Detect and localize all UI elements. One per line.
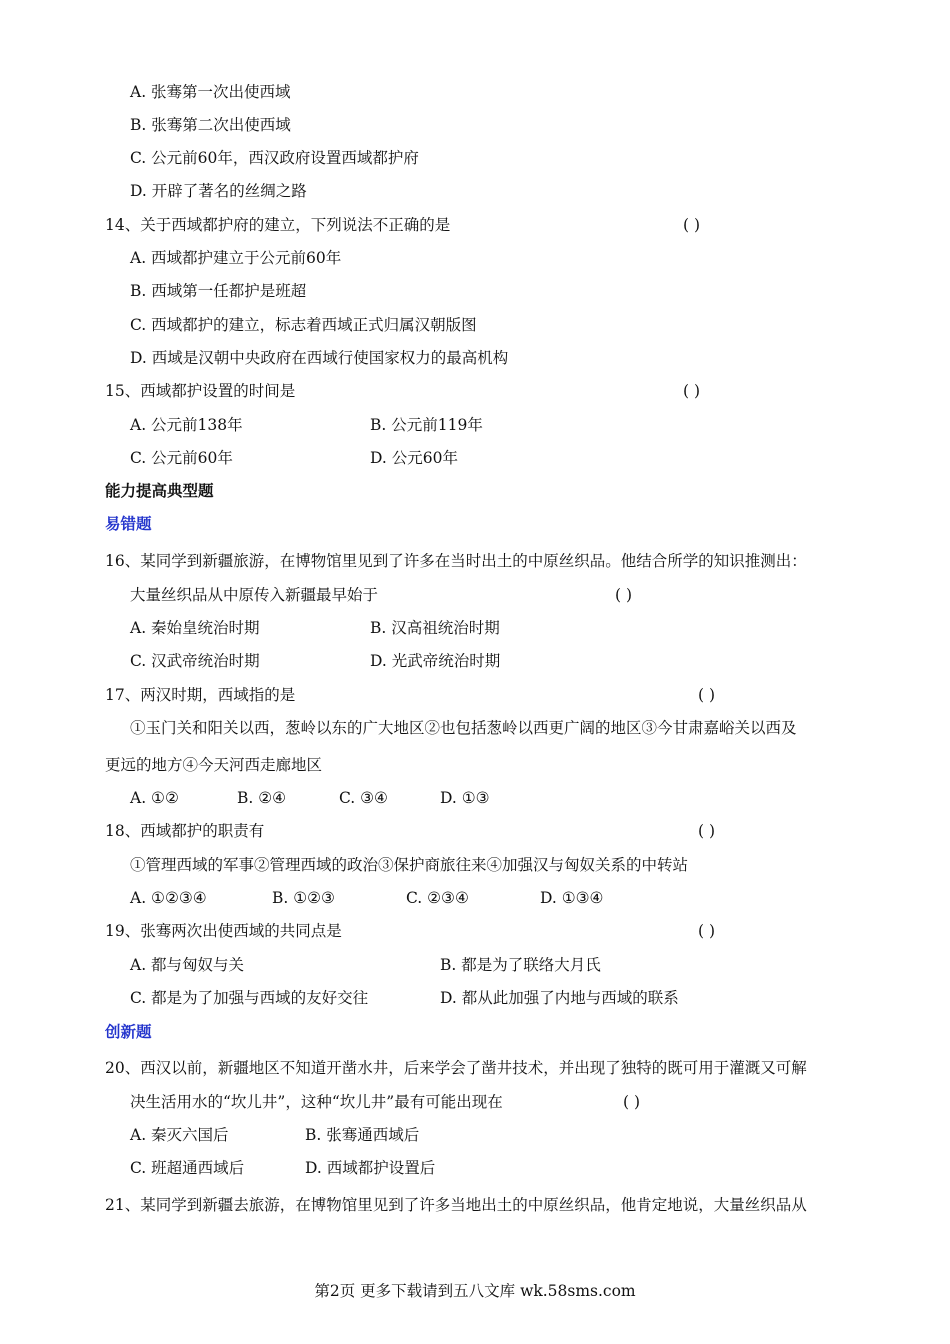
q20-option-c: C. 班超通西域后 <box>130 1159 245 1177</box>
q18-option-c: C. ②③④ <box>406 889 469 907</box>
q14-option-a: A. 西域都护建立于公元前60年 <box>130 249 342 267</box>
q15-option-a: A. 公元前138年 <box>130 416 243 434</box>
q16-stem-line2: 大量丝织品从中原传入新疆最早始于 <box>130 586 379 604</box>
q16-option-b: B. 汉高祖统治时期 <box>370 619 500 637</box>
section-heading-ability: 能力提高典型题 <box>105 482 214 500</box>
q20-stem-line1: 20、西汉以前，新疆地区不知道开凿水井，后来学会了凿井技术，并出现了独特的既可用于灌溉又可解 <box>105 1059 807 1077</box>
q19-option-a: A. 都与匈奴与关 <box>130 956 245 974</box>
q20-option-a: A. 秦灭六国后 <box>130 1126 229 1144</box>
q17-stem: 17、两汉时期，西域指的是 <box>105 686 296 704</box>
q18-items: ①管理西域的军事②管理西域的政治③保护商旅往来④加强汉与匈奴关系的中转站 <box>130 856 689 874</box>
q14-option-d: D. 西域是汉朝中央政府在西域行使国家权力的最高机构 <box>130 349 509 367</box>
q14-answer-bracket: ( ) <box>683 216 701 234</box>
q14-stem: 14、关于西域都护府的建立，下列说法不正确的是 <box>105 216 451 234</box>
q14-option-c: C. 西域都护的建立，标志着西域正式归属汉朝版图 <box>130 316 477 334</box>
q17-option-d: D. ①③ <box>440 789 490 807</box>
q16-stem-line1: 16、某同学到新疆旅游，在博物馆里见到了许多在当时出土的中原丝织品。他结合所学的知识推测出： <box>105 552 807 570</box>
q18-stem: 18、西域都护的职责有 <box>105 822 265 840</box>
q17-items-line2: 更远的地方④今天河西走廊地区 <box>105 756 323 774</box>
q16-option-a: A. 秦始皇统治时期 <box>130 619 260 637</box>
q20-option-b: B. 张骞通西域后 <box>305 1126 420 1144</box>
q19-answer-bracket: ( ) <box>698 922 716 940</box>
q17-answer-bracket: ( ) <box>698 686 716 704</box>
q20-answer-bracket: ( ) <box>623 1093 641 1111</box>
q13-option-a: A. 张骞第一次出使西域 <box>130 83 291 101</box>
q18-option-d: D. ①③④ <box>540 889 604 907</box>
q16-option-c: C. 汉武帝统治时期 <box>130 652 260 670</box>
q17-option-a: A. ①② <box>130 789 179 807</box>
section-heading-error-prone: 易错题 <box>105 515 152 533</box>
q17-option-b: B. ②④ <box>237 789 287 807</box>
q13-option-b: B. 张骞第二次出使西域 <box>130 116 291 134</box>
q18-option-a: A. ①②③④ <box>130 889 207 907</box>
section-heading-innovative: 创新题 <box>105 1023 152 1041</box>
q19-option-b: B. 都是为了联络大月氏 <box>440 956 601 974</box>
q17-option-c: C. ③④ <box>339 789 388 807</box>
q13-option-c: C. 公元前60年，西汉政府设置西域都护府 <box>130 149 419 167</box>
q18-option-b: B. ①②③ <box>272 889 335 907</box>
q15-option-b: B. 公元前119年 <box>370 416 483 434</box>
q16-answer-bracket: ( ) <box>615 586 633 604</box>
q21-stem-line1: 21、某同学到新疆去旅游，在博物馆里见到了许多当地出土的中原丝织品，他肯定地说，大量丝织品从 <box>105 1196 807 1214</box>
q20-stem-line2: 决生活用水的“坎儿井”，这种“坎儿井”最有可能出现在 <box>130 1093 503 1111</box>
q20-option-d: D. 西域都护设置后 <box>305 1159 436 1177</box>
q19-option-c: C. 都是为了加强与西域的友好交往 <box>130 989 369 1007</box>
q18-answer-bracket: ( ) <box>698 822 716 840</box>
q17-items-line1: ①玉门关和阳关以西，葱岭以东的广大地区②也包括葱岭以西更广阔的地区③今甘肃嘉峪关以西及 <box>130 719 797 737</box>
q15-option-c: C. 公元前60年 <box>130 449 233 467</box>
q13-option-d: D. 开辟了著名的丝绸之路 <box>130 182 307 200</box>
q14-option-b: B. 西域第一任都护是班超 <box>130 282 307 300</box>
q19-stem: 19、张骞两次出使西域的共同点是 <box>105 922 342 940</box>
q15-answer-bracket: ( ) <box>683 382 701 400</box>
q15-option-d: D. 公元60年 <box>370 449 458 467</box>
q16-option-d: D. 光武帝统治时期 <box>370 652 501 670</box>
page-footer: 第2页 更多下载请到五八文库 wk.58sms.com <box>314 1282 636 1300</box>
q19-option-d: D. 都从此加强了内地与西域的联系 <box>440 989 679 1007</box>
q15-stem: 15、西域都护设置的时间是 <box>105 382 296 400</box>
